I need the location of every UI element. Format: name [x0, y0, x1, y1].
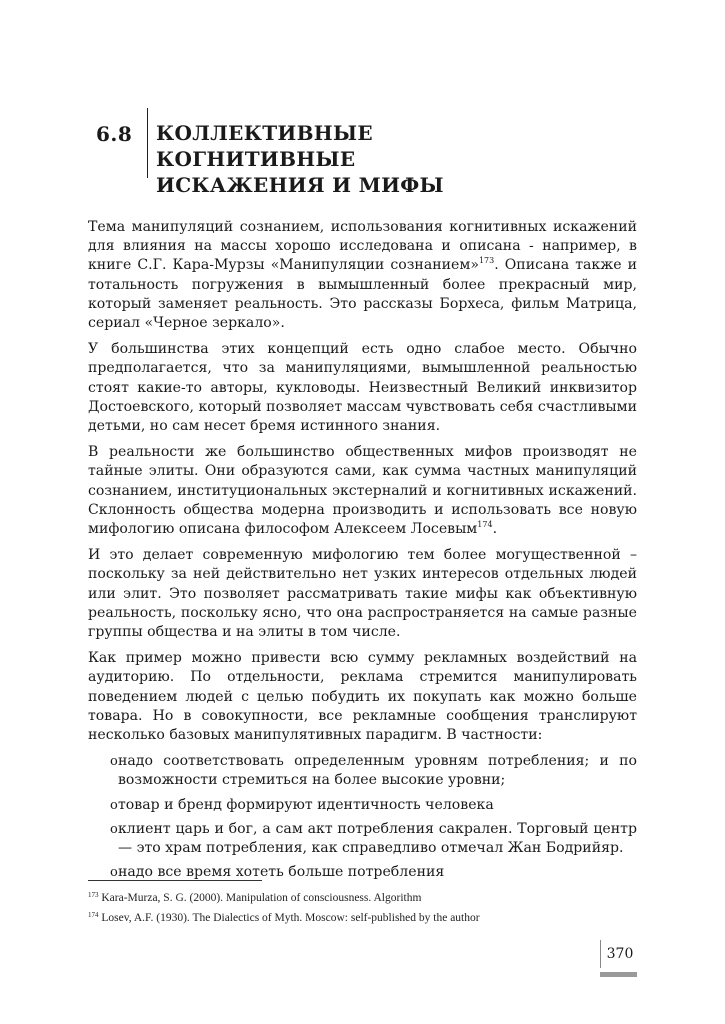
section-title-line-1: КОЛЛЕКТИВНЫЕ КОГНИТИВНЫЕ — [156, 121, 373, 171]
paragraph-1-text-cont: . Описана также и тотальность погружения в вымышленный более прекрасный мир, который заменяет реальность. Это рассказы Борхеса, фильм Матрица, сериал «Черное зеркало». — [88, 257, 637, 332]
paragraph-5: Как пример можно привести всю сумму рекламных воздействий на аудиторию. По отдельности, реклама стремится манипулировать поведением людей с целью побудить их покупать как можно больше товара. Но в совокупности, все рекламные сообщения транслируют несколько базовых манипулятивных парадигм. В частности: — [88, 650, 637, 744]
bullet-item — [88, 752, 637, 790]
paragraph-4: И это делает современную мифологию тем более могущественной – поскольку за ней действительно нет узких интересов отдельных людей или элит. Это позволяет рассматривать такие мифы как объективную реальность, поскольку ясно, что она распространяется на самые разные группы общества и на элиты в том числе. — [88, 547, 637, 641]
bullet-circle-icon: o — [110, 754, 118, 770]
bullet-text: надо все время хотеть больше потребления — [118, 864, 445, 881]
footnote-separator — [88, 880, 262, 881]
paragraph-1-text: Тема манипуляций сознанием, использования когнитивных искажений для влияния на массы хорошо исследована и описана - например, в книге С.Г. Кара-Мурзы «Манипуляции сознанием» — [88, 219, 637, 274]
page-number-bar — [600, 972, 637, 977]
section-title-line-2: ИСКАЖЕНИЯ И МИФЫ — [156, 173, 444, 197]
bullet-item — [88, 796, 637, 815]
page-number-divider — [600, 940, 601, 968]
section-number: 6.8 — [96, 122, 133, 146]
bullet-circle-icon: o — [110, 821, 118, 837]
paragraph-3-text-cont: . — [492, 521, 498, 538]
bullet-text: надо соответствовать определенным уровням потребления; и по возможности стремиться на более высокие уровни; — [118, 753, 637, 789]
body-text — [88, 218, 637, 888]
footnote-number: 173 — [88, 891, 99, 899]
paragraph-3 — [88, 443, 637, 539]
footnote-174 — [88, 908, 648, 928]
footnote-number: 174 — [88, 911, 99, 919]
footnote-ref-173[interactable]: 173 — [478, 256, 495, 266]
paragraph-1 — [88, 218, 637, 333]
bullet-text: товар и бренд формируют идентичность человека — [118, 796, 494, 813]
paragraph-2: У большинства этих концепций есть одно слабое место. Обычно предполагается, что за манипуляциями, вымышленной реальностью стоят какие-то авторы, кукловоды. Неизвестный Великий инквизитор Достоевского, который позволяет массам чувствовать себя счастливыми детьми, но сам несет бремя истинного знания. — [88, 341, 637, 435]
footnote-text: Kara-Murza, S. G. (2000). Manipulation of consciousness. Algorithm — [98, 892, 422, 904]
page-number: 370 — [606, 946, 634, 962]
footnote-ref-174[interactable]: 174 — [477, 520, 493, 530]
paragraph-3-text: В реальности же большинство общественных мифов производят не тайные элиты. Они образуются сами, как сумма частных манипуляций сознанием, институциональных экстерналий и когнитивных искажений. Склонность общества модерна производить и использовать все новую мифологию описана философом Алексеем Лосевым — [88, 444, 637, 538]
bullet-list — [88, 752, 637, 882]
footnote-text: Losev, A.F. (1930). The Dialectics of Myth. Moscow: self-published by the author — [98, 912, 480, 924]
bullet-item — [88, 820, 637, 858]
footnotes — [88, 888, 648, 928]
bullet-circle-icon: o — [110, 797, 118, 813]
footnote-173 — [88, 888, 648, 908]
heading-divider — [147, 108, 148, 178]
section-title — [156, 120, 576, 198]
bullet-text: клиент царь и бог, а сам акт потребления сакрален. Торговый центр — это храм потребления, как справедливо отмечал Жан Бодрийяр. — [118, 820, 637, 857]
bullet-circle-icon: o — [110, 865, 118, 881]
